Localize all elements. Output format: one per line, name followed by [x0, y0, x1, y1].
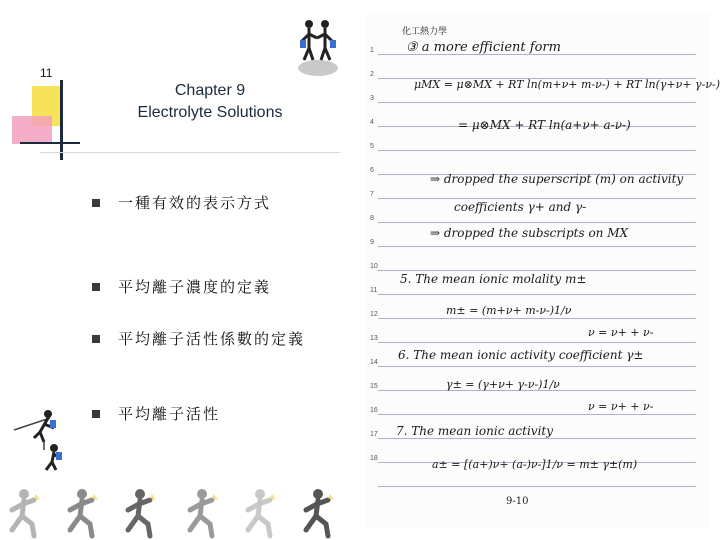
running-figures-icon	[0, 488, 356, 540]
line-number: 18	[370, 455, 378, 462]
team-figures-icon	[292, 14, 342, 78]
note-line: ⇒ dropped the superscript (m) on activity	[430, 172, 684, 186]
handwritten-notes-page	[366, 14, 720, 528]
square-bullet-icon	[92, 283, 100, 291]
ruled-line	[378, 414, 696, 415]
line-number: 13	[370, 335, 378, 342]
line-number: 11	[370, 287, 378, 294]
bullet-item	[92, 403, 362, 424]
bullet-item	[92, 192, 362, 213]
note-line: ⇒ dropped the subscripts on MX	[430, 226, 629, 240]
ruled-line	[378, 438, 696, 439]
note-line: coefficients γ+ and γ-	[454, 200, 587, 214]
square-bullet-icon	[92, 199, 100, 207]
notes-header: 化工熱力學	[402, 27, 448, 37]
note-equation: μMX = μ⊗MX + RT ln(m+ν+ m-ν-) + RT ln(γ+ν+ γ-ν-)	[414, 78, 720, 91]
line-number: 7	[370, 191, 374, 198]
ruled-line	[378, 294, 696, 295]
line-number: 16	[370, 407, 378, 414]
slide-number: 11	[40, 66, 53, 80]
ruled-line	[378, 342, 696, 343]
ruled-line	[378, 198, 696, 199]
ruled-line	[378, 150, 696, 151]
climbers-icon	[10, 408, 70, 474]
note-equation: a± = [(a+)ν+ (a-)ν-]1/ν = m± γ±(m)	[432, 458, 638, 471]
page-number: 9-10	[506, 496, 529, 507]
line-number: 3	[370, 95, 374, 102]
note-equation: ν = ν+ + ν-	[588, 400, 654, 413]
slide-title-line2: Electrolyte Solutions	[137, 104, 283, 121]
note-equation: = μ⊗MX + RT ln(a+ν+ a-ν-)	[458, 118, 631, 132]
line-number: 14	[370, 359, 378, 366]
ruled-line	[378, 222, 696, 223]
line-number: 9	[370, 239, 374, 246]
line-number: 6	[370, 167, 374, 174]
line-number: 2	[370, 71, 374, 78]
line-number: 12	[370, 311, 378, 318]
bullet-text: 一種有效的表示方式	[118, 194, 272, 212]
bullet-text: 平均離子活性	[118, 405, 221, 423]
slide-title	[110, 80, 310, 124]
line-number: 10	[370, 263, 378, 270]
note-equation: γ± = (γ+ν+ γ-ν-)1/ν	[446, 378, 560, 391]
square-bullet-icon	[92, 410, 100, 418]
ruled-line	[378, 366, 696, 367]
bullet-text: 平均離子濃度的定義	[118, 278, 272, 296]
line-number: 17	[370, 431, 378, 438]
bullet-item	[92, 276, 362, 297]
note-heading: 7. The mean ionic activity	[396, 424, 554, 438]
ruled-line	[378, 270, 696, 271]
line-number: 5	[370, 143, 374, 150]
decor-pink-square	[12, 116, 52, 144]
bullet-text: 平均離子活性係數的定義	[118, 330, 306, 348]
note-heading: 6. The mean ionic activity coefficient γ±	[398, 348, 644, 362]
note-heading: 5. The mean ionic molality m±	[400, 272, 587, 286]
decor-horizontal-line	[20, 142, 80, 144]
ruled-line	[378, 102, 696, 103]
note-line: ③ a more efficient form	[406, 40, 561, 55]
note-equation: m± = (m+ν+ m-ν-)1/ν	[446, 304, 572, 317]
decor-vertical-line	[60, 80, 63, 160]
line-number: 1	[370, 47, 374, 54]
line-number: 4	[370, 119, 374, 126]
note-equation: ν = ν+ + ν-	[588, 326, 654, 339]
line-number: 15	[370, 383, 378, 390]
bullet-item	[92, 328, 362, 349]
ruled-line	[378, 318, 696, 319]
ruled-line	[378, 486, 696, 487]
decor-divider	[40, 152, 340, 153]
ruled-line	[378, 246, 696, 247]
slide-title-line1: Chapter 9	[174, 82, 246, 99]
line-number: 8	[370, 215, 374, 222]
square-bullet-icon	[92, 335, 100, 343]
